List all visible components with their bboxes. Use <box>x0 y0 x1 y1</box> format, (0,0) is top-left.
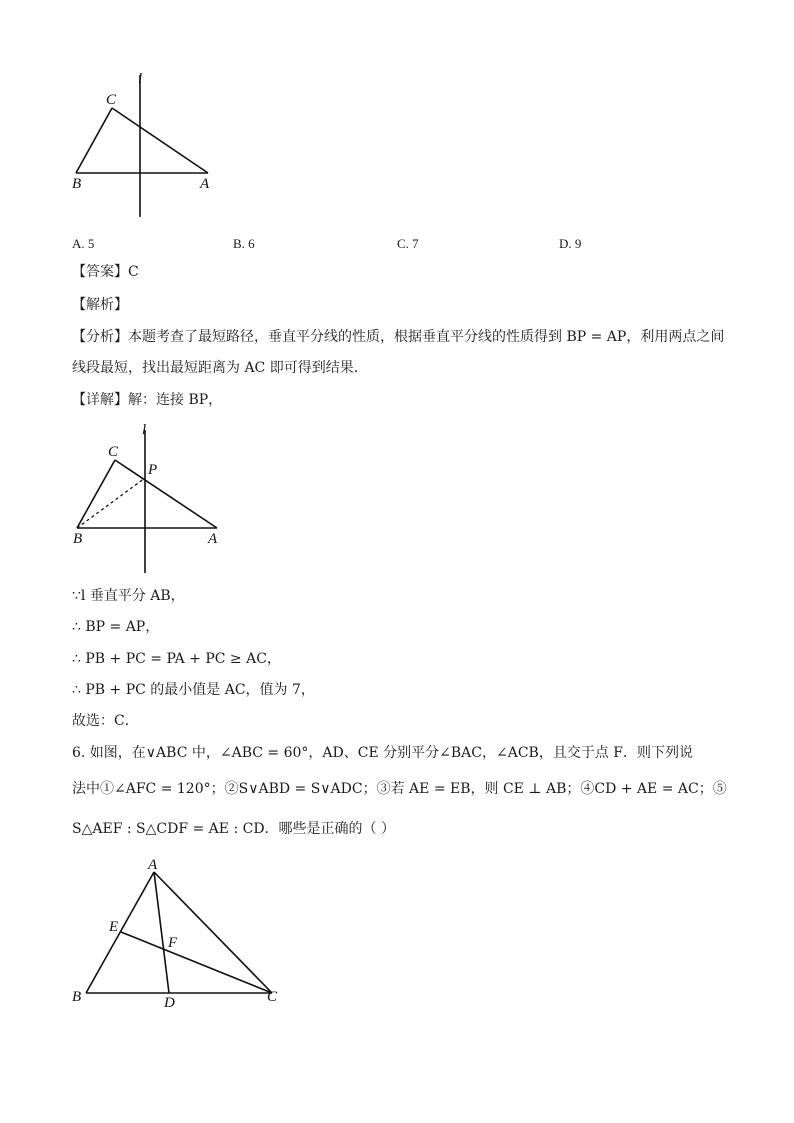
label-a: A <box>148 857 158 873</box>
q6-line-3: S△AEF : S△CDF = AE : CD．哪些是正确的（ ） <box>72 821 395 837</box>
option-b[interactable]: B. 6 <box>233 236 255 251</box>
fenxi-line-2: 线段最短，找出最短距离为 AC 即可得到结果． <box>72 360 368 376</box>
label-l: l <box>138 71 143 87</box>
segment-ce <box>121 932 272 993</box>
detail-line <box>72 391 222 411</box>
label-f: F <box>168 935 178 951</box>
step-2: ∴ BP = AP， <box>72 619 160 635</box>
segment-ac <box>154 872 272 993</box>
fenxi-line-1 <box>72 328 724 348</box>
segment-ba <box>86 872 154 993</box>
q6-line-2: 法中①∠AFC = 120°；②S∨ABD = S∨ADC；③若 AE = EB，则 CE ⊥ AB；④CD + AE = AC；⑤ <box>72 781 727 797</box>
segment-bp-dashed <box>77 478 145 528</box>
detail-tag: 【详解】 <box>72 392 128 408</box>
segment-ad <box>154 872 169 993</box>
step-1: ∵l 垂直平分 AB， <box>72 588 185 604</box>
step-5: 故选：C． <box>72 713 139 729</box>
step-4: ∴ PB + PC 的最小值是 AC，值为 7， <box>72 682 315 698</box>
option-d[interactable]: D. 9 <box>559 236 582 251</box>
label-b: B <box>72 989 82 1005</box>
detail-text: 解：连接 BP， <box>128 392 223 408</box>
figure-3-diagram <box>60 855 300 1015</box>
q6-line-1: 6. 如图，在∨ABC 中，∠ABC = 60°，AD、CE 分别平分∠BAC，∠ACB，且交于点 F．则下列说 <box>72 745 693 761</box>
label-c: C <box>267 989 278 1005</box>
label-d: D <box>164 995 175 1011</box>
label-b: B <box>73 531 83 547</box>
label-p: P <box>148 462 158 478</box>
analysis-tag: 【解析】 <box>72 297 128 313</box>
segment-bc <box>77 460 115 528</box>
label-a: A <box>200 176 210 192</box>
figure-1-diagram <box>60 65 240 225</box>
answer-line <box>72 263 139 283</box>
label-c: C <box>108 444 119 460</box>
fenxi-text-1: 本题考查了最短路径，垂直平分线的性质，根据垂直平分线的性质得到 BP = AP，利用两点之间 <box>128 329 725 345</box>
step-3: ∴ PB + PC = PA + PC ≥ AC， <box>72 651 281 667</box>
answer-value: C <box>128 264 139 280</box>
label-b: B <box>72 176 82 192</box>
option-a[interactable]: A. 5 <box>72 236 95 251</box>
option-c[interactable]: C. 7 <box>397 236 419 251</box>
label-a: A <box>208 531 218 547</box>
label-l: l <box>142 422 147 438</box>
answer-tag: 【答案】 <box>72 264 128 280</box>
figure-2-diagram <box>60 418 240 578</box>
fenxi-tag: 【分析】 <box>72 329 128 345</box>
segment-ca <box>115 460 217 528</box>
label-c: C <box>106 92 117 108</box>
segment-bc <box>76 108 112 173</box>
segment-ca <box>112 108 208 173</box>
label-e: E <box>109 919 119 935</box>
